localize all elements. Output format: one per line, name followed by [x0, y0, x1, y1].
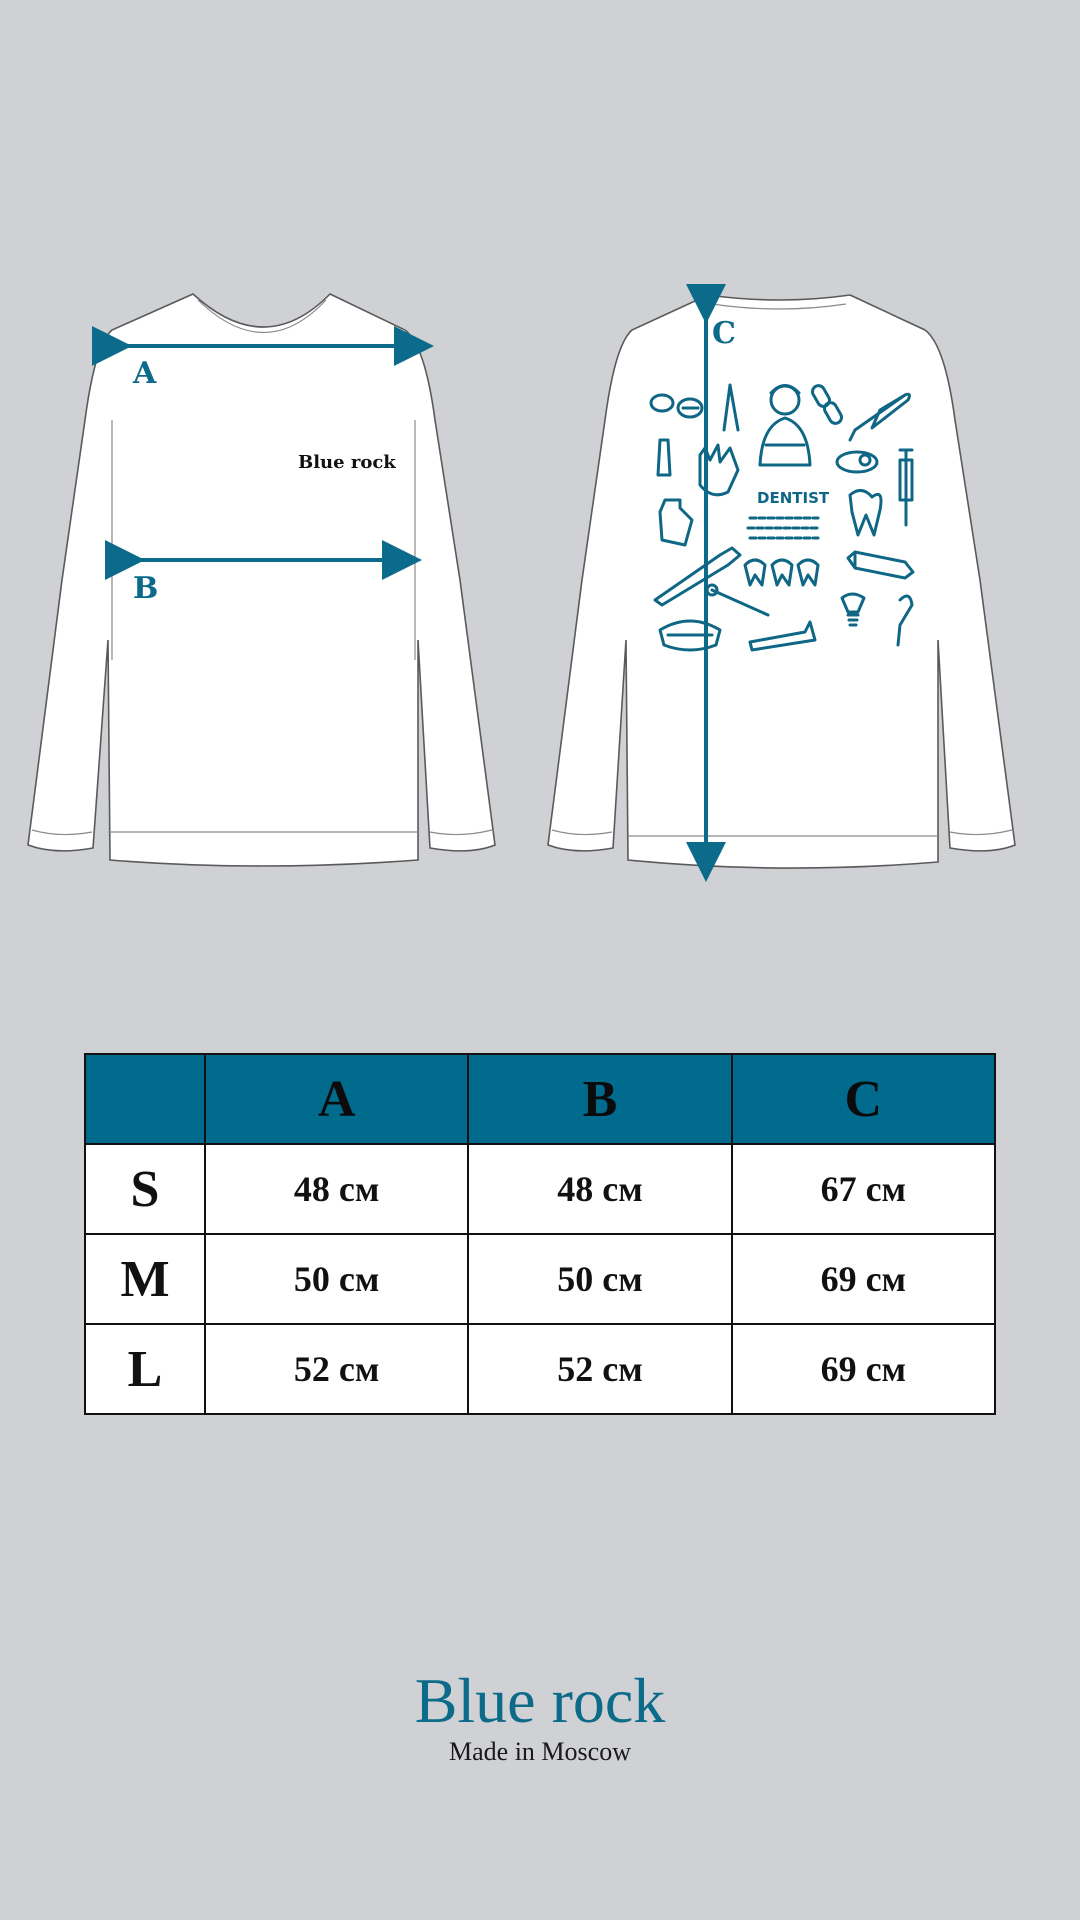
- back-shirt: [548, 295, 1015, 868]
- header-c: C: [732, 1054, 995, 1144]
- value-c: 69 см: [732, 1324, 995, 1414]
- value-b: 52 см: [468, 1324, 731, 1414]
- value-b: 48 см: [468, 1144, 731, 1234]
- header-b: B: [468, 1054, 731, 1144]
- header-blank-cell: [85, 1054, 205, 1144]
- value-c: 67 см: [732, 1144, 995, 1234]
- value-c: 69 см: [732, 1234, 995, 1324]
- value-a: 52 см: [205, 1324, 468, 1414]
- table-row: [85, 1234, 995, 1324]
- measure-a-label: A: [133, 356, 157, 391]
- value-a: 48 см: [205, 1144, 468, 1234]
- value-b: 50 см: [468, 1234, 731, 1324]
- size-label: S: [85, 1144, 205, 1234]
- size-label: L: [85, 1324, 205, 1414]
- back-print-title: DENTIST: [757, 489, 830, 507]
- value-a: 50 см: [205, 1234, 468, 1324]
- size-table-header-row: [85, 1054, 995, 1144]
- table-row: [85, 1324, 995, 1414]
- brand-name: Blue rock: [414, 1665, 666, 1736]
- table-row: [85, 1144, 995, 1234]
- chest-print-text: Blue rock: [298, 452, 396, 473]
- brand-tagline: Made in Moscow: [449, 1737, 631, 1766]
- measure-c-label: C: [712, 316, 736, 351]
- measure-b-label: B: [133, 571, 159, 606]
- size-chart-table: [84, 1053, 996, 1415]
- front-shirt: [28, 294, 495, 866]
- size-label: M: [85, 1234, 205, 1324]
- header-a: A: [205, 1054, 468, 1144]
- tshirt-measurement-figure: [0, 0, 1080, 900]
